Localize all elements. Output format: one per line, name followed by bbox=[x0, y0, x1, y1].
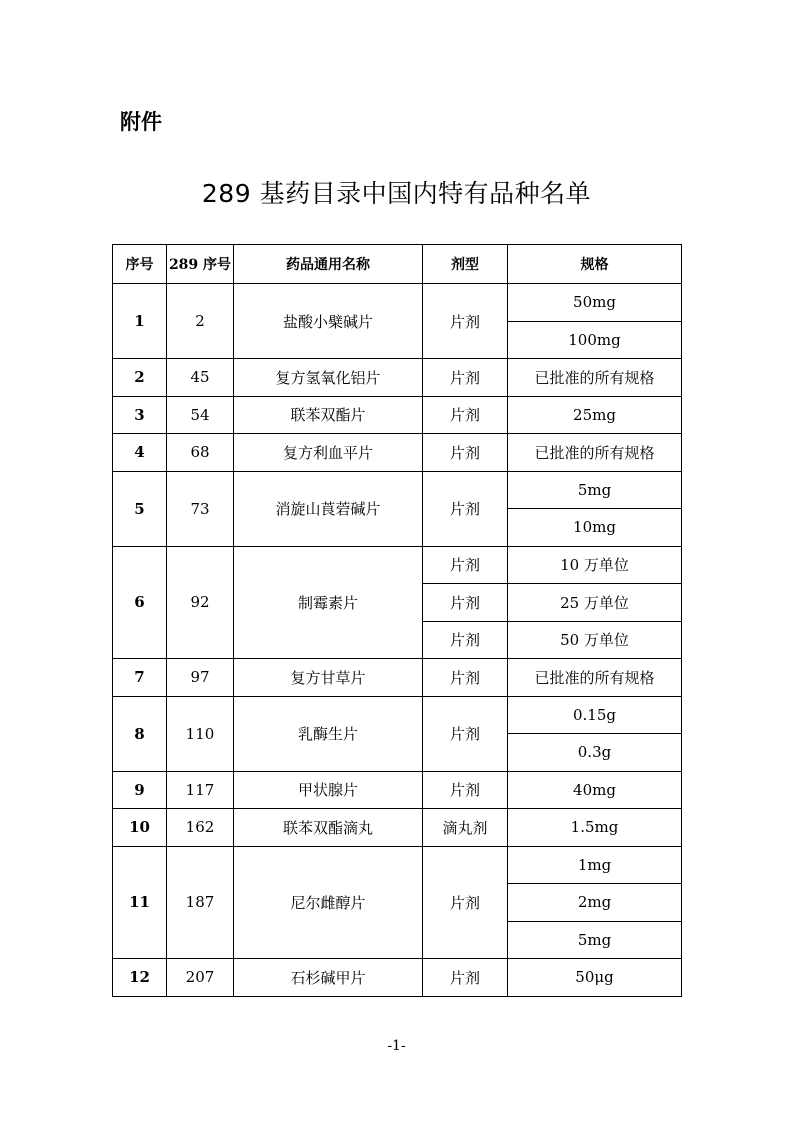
cell-serial: 5 bbox=[113, 471, 167, 546]
cell-specification: 50μg bbox=[508, 959, 682, 997]
table-header-row bbox=[113, 245, 682, 284]
document-title: 289 基药目录中国内特有品种名单 bbox=[201, 179, 592, 208]
cell-drug-name: 乳酶生片 bbox=[234, 696, 423, 771]
cell-dosage-form: 片剂 bbox=[423, 771, 508, 809]
cell-289-serial: 54 bbox=[167, 396, 234, 434]
cell-dosage-form: 片剂 bbox=[423, 284, 508, 359]
cell-dosage-form: 片剂 bbox=[423, 359, 508, 397]
cell-dosage-form: 片剂 bbox=[423, 584, 508, 622]
cell-289-serial: 110 bbox=[167, 696, 234, 771]
table-row bbox=[113, 809, 682, 847]
cell-dosage-form: 片剂 bbox=[423, 471, 508, 546]
table-row bbox=[113, 659, 682, 697]
cell-dosage-form: 片剂 bbox=[423, 546, 508, 584]
cell-dosage-form: 片剂 bbox=[423, 696, 508, 771]
cell-dosage-form: 片剂 bbox=[423, 434, 508, 472]
cell-drug-name: 尼尔雌醇片 bbox=[234, 846, 423, 959]
cell-specification: 10 万单位 bbox=[508, 546, 682, 584]
cell-drug-name: 复方利血平片 bbox=[234, 434, 423, 472]
cell-drug-name: 盐酸小檗碱片 bbox=[234, 284, 423, 359]
drug-table bbox=[112, 244, 682, 997]
table-row bbox=[113, 846, 682, 884]
cell-serial: 1 bbox=[113, 284, 167, 359]
cell-specification: 0.15g bbox=[508, 696, 682, 734]
table-row bbox=[113, 284, 682, 322]
cell-specification: 25mg bbox=[508, 396, 682, 434]
cell-289-serial: 97 bbox=[167, 659, 234, 697]
header-drug-name: 药品通用名称 bbox=[234, 245, 423, 284]
cell-serial: 3 bbox=[113, 396, 167, 434]
cell-dosage-form: 片剂 bbox=[423, 846, 508, 959]
cell-dosage-form: 片剂 bbox=[423, 621, 508, 659]
cell-dosage-form: 片剂 bbox=[423, 959, 508, 997]
header-dosage-form: 剂型 bbox=[423, 245, 508, 284]
cell-specification: 50mg bbox=[508, 284, 682, 322]
cell-specification: 5mg bbox=[508, 471, 682, 509]
cell-289-serial: 207 bbox=[167, 959, 234, 997]
cell-289-serial: 2 bbox=[167, 284, 234, 359]
table-row bbox=[113, 471, 682, 509]
cell-specification: 已批准的所有规格 bbox=[508, 659, 682, 697]
cell-specification: 10mg bbox=[508, 509, 682, 547]
cell-specification: 50 万单位 bbox=[508, 621, 682, 659]
table-body bbox=[113, 284, 682, 997]
cell-serial: 11 bbox=[113, 846, 167, 959]
cell-drug-name: 甲状腺片 bbox=[234, 771, 423, 809]
header-289-serial: 289 序号 bbox=[167, 245, 234, 284]
cell-specification: 0.3g bbox=[508, 734, 682, 772]
cell-serial: 8 bbox=[113, 696, 167, 771]
cell-serial: 2 bbox=[113, 359, 167, 397]
cell-drug-name: 消旋山莨菪碱片 bbox=[234, 471, 423, 546]
cell-specification: 100mg bbox=[508, 321, 682, 359]
page-number: -1- bbox=[387, 1038, 406, 1054]
table-row bbox=[113, 546, 682, 584]
cell-289-serial: 92 bbox=[167, 546, 234, 659]
cell-specification: 25 万单位 bbox=[508, 584, 682, 622]
cell-serial: 6 bbox=[113, 546, 167, 659]
cell-289-serial: 162 bbox=[167, 809, 234, 847]
table-row bbox=[113, 396, 682, 434]
cell-specification: 5mg bbox=[508, 921, 682, 959]
header-specification: 规格 bbox=[508, 245, 682, 284]
table-row bbox=[113, 771, 682, 809]
cell-drug-name: 复方氢氧化铝片 bbox=[234, 359, 423, 397]
cell-drug-name: 联苯双酯滴丸 bbox=[234, 809, 423, 847]
cell-289-serial: 45 bbox=[167, 359, 234, 397]
cell-serial: 10 bbox=[113, 809, 167, 847]
table-row bbox=[113, 434, 682, 472]
cell-drug-name: 复方甘草片 bbox=[234, 659, 423, 697]
cell-specification: 1.5mg bbox=[508, 809, 682, 847]
cell-drug-name: 石杉碱甲片 bbox=[234, 959, 423, 997]
cell-serial: 7 bbox=[113, 659, 167, 697]
cell-drug-name: 制霉素片 bbox=[234, 546, 423, 659]
cell-specification: 2mg bbox=[508, 884, 682, 922]
cell-specification: 已批准的所有规格 bbox=[508, 434, 682, 472]
cell-289-serial: 73 bbox=[167, 471, 234, 546]
cell-serial: 12 bbox=[113, 959, 167, 997]
cell-specification: 已批准的所有规格 bbox=[508, 359, 682, 397]
cell-dosage-form: 滴丸剂 bbox=[423, 809, 508, 847]
cell-specification: 40mg bbox=[508, 771, 682, 809]
cell-specification: 1mg bbox=[508, 846, 682, 884]
cell-dosage-form: 片剂 bbox=[423, 659, 508, 697]
cell-289-serial: 187 bbox=[167, 846, 234, 959]
attachment-label: 附件 bbox=[120, 110, 162, 134]
cell-serial: 9 bbox=[113, 771, 167, 809]
table-row bbox=[113, 959, 682, 997]
table-row bbox=[113, 359, 682, 397]
cell-289-serial: 68 bbox=[167, 434, 234, 472]
cell-serial: 4 bbox=[113, 434, 167, 472]
table-row bbox=[113, 696, 682, 734]
cell-dosage-form: 片剂 bbox=[423, 396, 508, 434]
header-serial: 序号 bbox=[113, 245, 167, 284]
cell-289-serial: 117 bbox=[167, 771, 234, 809]
cell-drug-name: 联苯双酯片 bbox=[234, 396, 423, 434]
